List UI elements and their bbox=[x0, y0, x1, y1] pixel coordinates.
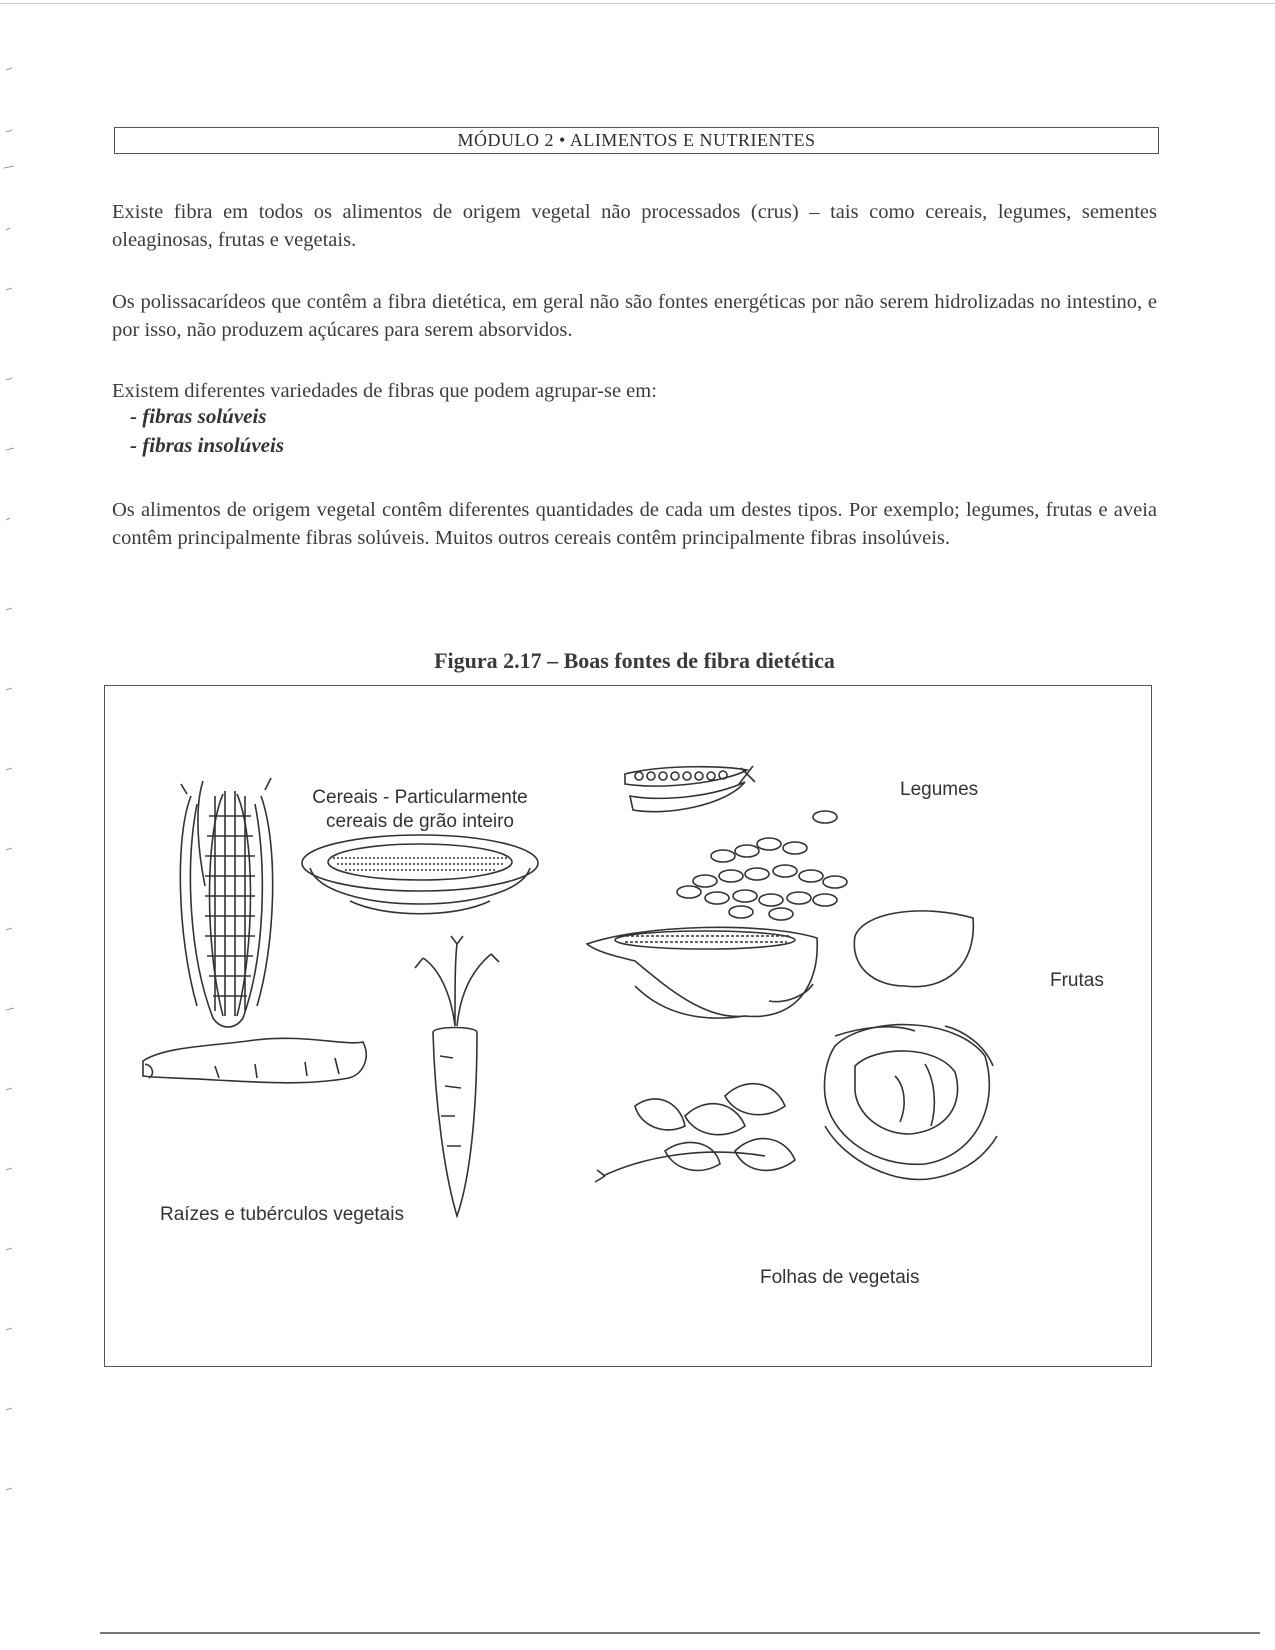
fruit-illustration bbox=[587, 911, 973, 1018]
carrot-illustration bbox=[415, 936, 499, 1216]
label-folhas: Folhas de vegetais bbox=[760, 1267, 920, 1288]
figure-title: Figura 2.17 – Boas fontes de fibra dietética bbox=[434, 648, 835, 673]
paragraph-polysaccharides: Os polissacarídeos que contêm a fibra dietética, em geral não são fontes energéticas por não serem hidrolizadas no intestino, e por isso, não produzem açúcares para serem absorvidos. bbox=[112, 291, 1157, 341]
page-top-rule bbox=[0, 3, 1275, 4]
label-cereais-line2: cereais de grão inteiro bbox=[326, 811, 514, 832]
page-bottom-rule bbox=[100, 1632, 1260, 1634]
legumes-illustration bbox=[625, 766, 847, 920]
label-legumes: Legumes bbox=[900, 779, 979, 800]
label-cereais-line1: Cereais - Particularmente bbox=[312, 787, 528, 808]
module-header: MÓDULO 2 • ALIMENTOS E NUTRIENTES bbox=[114, 127, 1159, 154]
scan-margin-marks bbox=[0, 50, 30, 1550]
figure-box bbox=[104, 685, 1152, 1367]
paragraph-fiber-quantities: Os alimentos de origem vegetal contêm diferentes quantidades de cada um destes tipos. Por exemplo; legumes, frutas e aveia contêm principalmente fibras solúveis. Muitos outros cereais contêm principalmente fibras insolúveis. bbox=[112, 499, 1157, 549]
leaves-illustration bbox=[595, 1084, 795, 1182]
corn-illustration bbox=[180, 778, 272, 1027]
root-illustration bbox=[143, 1038, 366, 1082]
cabbage-illustration bbox=[824, 1025, 997, 1180]
paragraph-fiber-varieties: Existem diferentes variedades de fibras que podem agrupar-se em: bbox=[112, 380, 657, 402]
grain-bowl-illustration bbox=[302, 835, 538, 914]
figure-illustrations bbox=[105, 686, 1150, 1365]
label-cereais bbox=[290, 786, 550, 834]
fiber-type-insoluble: - fibras insolúveis bbox=[130, 433, 285, 457]
paragraph-fiber-sources: Existe fibra em todos os alimentos de origem vegetal não processados (crus) – tais como cereais, legumes, sementes oleaginosas, frutas e vegetais. bbox=[112, 201, 1157, 251]
fiber-type-soluble: - fibras solúveis bbox=[130, 404, 267, 428]
label-frutas: Frutas bbox=[1050, 970, 1104, 991]
label-raizes: Raízes e tubérculos vegetais bbox=[160, 1204, 404, 1225]
